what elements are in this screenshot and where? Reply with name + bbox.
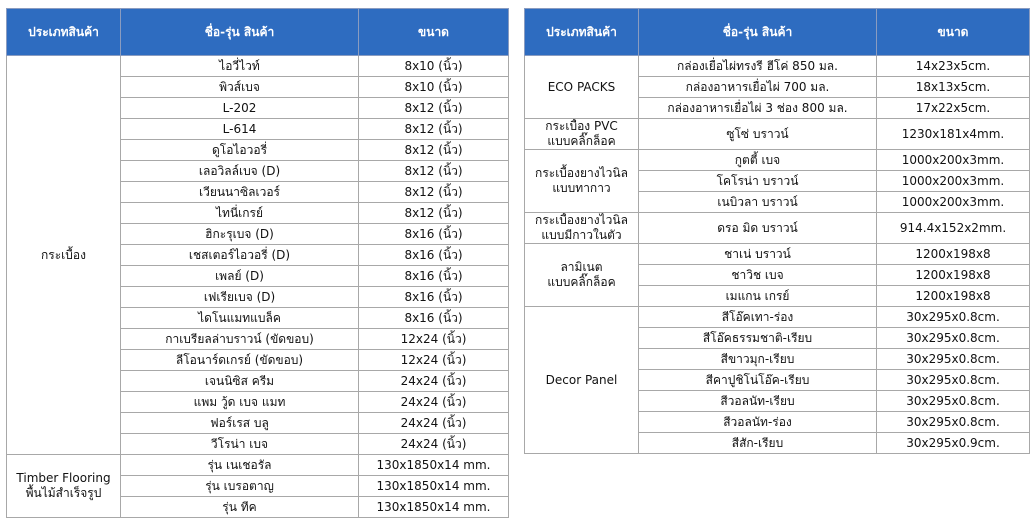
- product-name-cell: รุ่น ทีค: [121, 497, 359, 518]
- product-name-cell: L-202: [121, 98, 359, 119]
- product-size-cell: 30x295x0.8cm.: [877, 370, 1030, 391]
- table-row: [525, 244, 1030, 265]
- product-name-cell: กาเบรียลล่าบราวน์ (ขัดขอบ): [121, 329, 359, 350]
- product-size-cell: 8x16 (นิ้ว): [359, 245, 509, 266]
- category-cell: [525, 150, 639, 213]
- product-size-cell: 30x295x0.8cm.: [877, 391, 1030, 412]
- category-label: แบบมีกาวในตัว: [541, 228, 622, 242]
- product-size-cell: 8x10 (นิ้ว): [359, 56, 509, 77]
- product-name-cell: ชาวิช เบจ: [639, 265, 877, 286]
- product-name-cell: กล่องอาหารเยื่อไผ่ 700 มล.: [639, 77, 877, 98]
- product-name-cell: กล่องเยื่อไผ่ทรงรี ฮีโค่ 850 มล.: [639, 56, 877, 77]
- product-name-cell: รุ่น เบรอตาญ: [121, 476, 359, 497]
- product-size-cell: 30x295x0.9cm.: [877, 433, 1030, 454]
- name-header: ชื่อ-รุ่น สินค้า: [121, 9, 359, 56]
- product-name-cell: เวียนนาซิลเวอร์: [121, 182, 359, 203]
- category-label: ECO PACKS: [547, 79, 616, 94]
- table-row: [525, 213, 1030, 244]
- product-size-cell: 1000x200x3mm.: [877, 192, 1030, 213]
- product-size-cell: 8x12 (นิ้ว): [359, 98, 509, 119]
- product-name-cell: สีขาวมุก-เรียบ: [639, 349, 877, 370]
- product-size-cell: 8x16 (นิ้ว): [359, 287, 509, 308]
- table-row: [525, 119, 1030, 150]
- product-name-cell: เชสเตอร์ไอวอรี่ (D): [121, 245, 359, 266]
- product-name-cell: L-614: [121, 119, 359, 140]
- product-size-cell: 130x1850x14 mm.: [359, 497, 509, 518]
- size-header: ขนาด: [359, 9, 509, 56]
- product-name-cell: ดรอ มิด บราวน์: [639, 213, 877, 244]
- product-name-cell: ฟอร์เรส บลู: [121, 413, 359, 434]
- product-size-cell: 12x24 (นิ้ว): [359, 329, 509, 350]
- product-size-cell: 24x24 (นิ้ว): [359, 413, 509, 434]
- product-name-cell: ซูโซ่ บราวน์: [639, 119, 877, 150]
- product-name-cell: ฮิกะรุเบจ (D): [121, 224, 359, 245]
- product-size-cell: 1000x200x3mm.: [877, 150, 1030, 171]
- product-size-cell: 1230x181x4mm.: [877, 119, 1030, 150]
- right-table-body: [525, 56, 1030, 454]
- product-size-cell: 1200x198x8: [877, 286, 1030, 307]
- product-size-cell: 30x295x0.8cm.: [877, 412, 1030, 433]
- product-size-cell: 130x1850x14 mm.: [359, 455, 509, 476]
- product-size-cell: 8x12 (นิ้ว): [359, 161, 509, 182]
- product-size-cell: 12x24 (นิ้ว): [359, 350, 509, 371]
- product-size-cell: 914.4x152x2mm.: [877, 213, 1030, 244]
- product-size-cell: 8x12 (นิ้ว): [359, 140, 509, 161]
- product-name-cell: สีวอลนัท-ร่อง: [639, 412, 877, 433]
- table-row: [525, 150, 1030, 171]
- product-name-cell: ดูโอไอวอรี่: [121, 140, 359, 161]
- table-row: [7, 56, 509, 77]
- product-size-cell: 8x10 (นิ้ว): [359, 77, 509, 98]
- product-name-cell: เพลย์ (D): [121, 266, 359, 287]
- left-table-body: [7, 56, 509, 518]
- product-name-cell: สีคาปูชิโน่โอ๊ค-เรียบ: [639, 370, 877, 391]
- product-size-cell: 8x16 (นิ้ว): [359, 224, 509, 245]
- table-row: [525, 307, 1030, 328]
- category-label: พื้นไม้สำเร็จรูป: [25, 486, 102, 500]
- product-size-cell: 30x295x0.8cm.: [877, 307, 1030, 328]
- category-label: กระเบื้องยางไวนิล: [535, 166, 628, 180]
- product-name-cell: สีวอลนัท-เรียบ: [639, 391, 877, 412]
- table-row: [7, 455, 509, 476]
- product-name-cell: เลอวิลล์เบจ (D): [121, 161, 359, 182]
- product-name-cell: สีโอ๊คเทา-ร่อง: [639, 307, 877, 328]
- size-header: ขนาด: [877, 9, 1030, 56]
- left-product-table: [6, 8, 509, 518]
- product-name-cell: เจนนิซิส ครีม: [121, 371, 359, 392]
- product-size-cell: 24x24 (นิ้ว): [359, 371, 509, 392]
- product-name-cell: ไดโนแมทแบล็ค: [121, 308, 359, 329]
- product-name-cell: กูตตี้ เบจ: [639, 150, 877, 171]
- product-size-cell: 130x1850x14 mm.: [359, 476, 509, 497]
- product-size-cell: 8x16 (นิ้ว): [359, 266, 509, 287]
- product-size-cell: 1000x200x3mm.: [877, 171, 1030, 192]
- product-size-cell: 8x12 (นิ้ว): [359, 119, 509, 140]
- category-cell: [525, 56, 639, 119]
- product-name-cell: สีโอ๊คธรรมชาติ-เรียบ: [639, 328, 877, 349]
- category-label: แบบคลิ๊กล็อค: [547, 275, 616, 289]
- category-label: Timber Flooring: [16, 471, 111, 485]
- table-row: [525, 56, 1030, 77]
- product-size-cell: 18x13x5cm.: [877, 77, 1030, 98]
- product-size-cell: 8x12 (นิ้ว): [359, 203, 509, 224]
- category-label: กระเบื้อง PVC: [545, 119, 618, 133]
- name-header: ชื่อ-รุ่น สินค้า: [639, 9, 877, 56]
- product-name-cell: สีสัก-เรียบ: [639, 433, 877, 454]
- product-size-cell: 17x22x5cm.: [877, 98, 1030, 119]
- product-size-cell: 8x12 (นิ้ว): [359, 182, 509, 203]
- product-name-cell: โคโรน่า บราวน์: [639, 171, 877, 192]
- category-header: ประเภทสินค้า: [525, 9, 639, 56]
- category-cell: [525, 244, 639, 307]
- product-name-cell: รุ่น เนเชอรัล: [121, 455, 359, 476]
- product-name-cell: ลีโอนาร์ดเกรย์ (ขัดขอบ): [121, 350, 359, 371]
- category-label: กระเบื้อง: [41, 247, 86, 262]
- product-name-cell: เฟเรียเบจ (D): [121, 287, 359, 308]
- product-name-cell: แพม วู้ด เบจ แมท: [121, 392, 359, 413]
- product-name-cell: วีโรน่า เบจ: [121, 434, 359, 455]
- product-name-cell: เนบิวลา บราวน์: [639, 192, 877, 213]
- category-label: Decor Panel: [545, 372, 618, 387]
- right-product-table: [524, 8, 1030, 454]
- category-label: กระเบื้องยางไวนิล: [535, 213, 628, 227]
- category-label: แบบทากาว: [552, 181, 611, 195]
- category-label: ลามิเนต: [560, 260, 603, 274]
- product-size-cell: 24x24 (นิ้ว): [359, 434, 509, 455]
- product-size-cell: 1200x198x8: [877, 265, 1030, 286]
- product-name-cell: กล่องอาหารเยื่อไผ่ 3 ช่อง 800 มล.: [639, 98, 877, 119]
- category-cell: [525, 213, 639, 244]
- product-size-cell: 30x295x0.8cm.: [877, 349, 1030, 370]
- category-cell: [7, 455, 121, 518]
- product-name-cell: ชาเน่ บราวน์: [639, 244, 877, 265]
- product-size-cell: 24x24 (นิ้ว): [359, 392, 509, 413]
- category-label: แบบคลิ๊กล็อค: [547, 134, 616, 148]
- category-cell: [525, 119, 639, 150]
- category-cell: [7, 56, 121, 455]
- category-cell: [525, 307, 639, 454]
- product-name-cell: เมแกน เกรย์: [639, 286, 877, 307]
- product-name-cell: ไทนี่เกรย์: [121, 203, 359, 224]
- category-header: ประเภทสินค้า: [7, 9, 121, 56]
- product-size-cell: 1200x198x8: [877, 244, 1030, 265]
- product-size-cell: 8x16 (นิ้ว): [359, 308, 509, 329]
- product-size-cell: 14x23x5cm.: [877, 56, 1030, 77]
- product-name-cell: พิวส์เบจ: [121, 77, 359, 98]
- product-size-cell: 30x295x0.8cm.: [877, 328, 1030, 349]
- product-name-cell: ไอวี่ไวท์: [121, 56, 359, 77]
